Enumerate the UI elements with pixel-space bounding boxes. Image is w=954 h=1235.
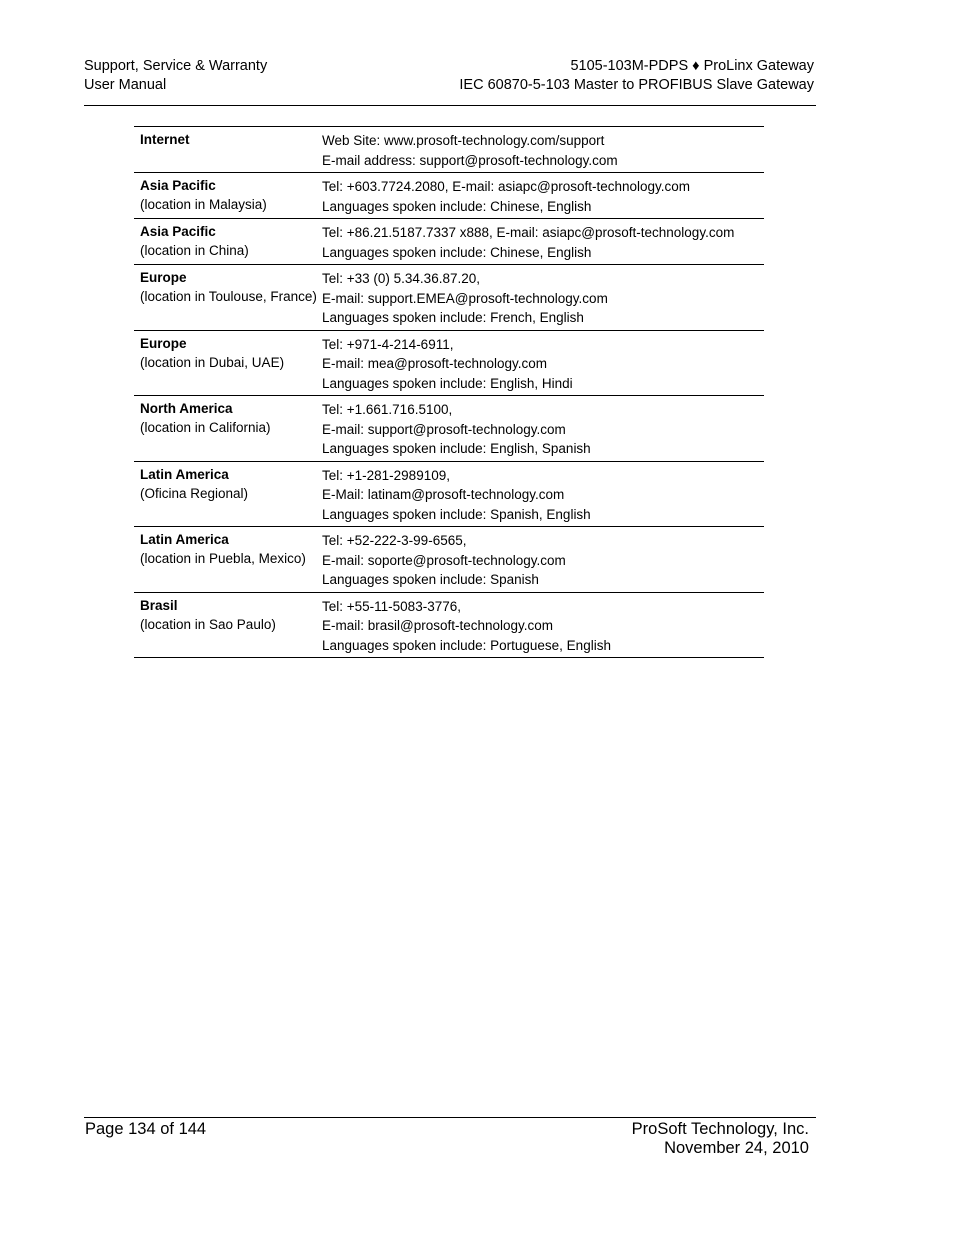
detail-line: Tel: +86.21.5187.7337 x888, E-mail: asiapc@prosoft-technology.com bbox=[322, 225, 735, 240]
detail-line: Languages spoken include: Portuguese, English bbox=[322, 637, 611, 653]
region-name: Europe bbox=[140, 270, 187, 285]
details-cell bbox=[322, 130, 764, 170]
detail-line: Languages spoken include: Chinese, English bbox=[322, 198, 592, 214]
header-left bbox=[84, 57, 267, 95]
detail-line: Languages spoken include: Spanish bbox=[322, 572, 539, 587]
region-cell bbox=[134, 130, 322, 170]
region-cell bbox=[134, 530, 322, 590]
details-cell bbox=[322, 596, 764, 656]
detail-line: Languages spoken include: English, Hindi bbox=[322, 375, 573, 391]
region-location: (Oficina Regional) bbox=[140, 485, 249, 501]
detail-line: Tel: +1-281-2989109, bbox=[322, 467, 450, 483]
table-row bbox=[134, 219, 764, 265]
region-name: Brasil bbox=[140, 597, 178, 613]
region-name: North America bbox=[140, 401, 233, 416]
detail-line: E-mail: soporte@prosoft-technology.com bbox=[322, 552, 566, 568]
table-row bbox=[134, 127, 764, 173]
header-right bbox=[459, 57, 814, 95]
detail-line: Tel: +971-4-214-6911, bbox=[322, 336, 454, 352]
region-name: Latin America bbox=[140, 532, 229, 547]
table-row bbox=[134, 173, 764, 219]
detail-line: Languages spoken include: Chinese, English bbox=[322, 244, 592, 260]
detail-line: Tel: +1.661.716.5100, bbox=[322, 402, 453, 417]
table-row bbox=[134, 265, 764, 331]
region-location: (location in Puebla, Mexico) bbox=[140, 551, 306, 566]
region-location: (location in Toulouse, France) bbox=[140, 289, 317, 304]
footer-right bbox=[632, 1120, 809, 1158]
region-cell bbox=[134, 222, 322, 262]
table-row bbox=[134, 331, 764, 397]
region-location: (location in Dubai, UAE) bbox=[140, 354, 285, 370]
region-location: (location in California) bbox=[140, 420, 271, 435]
region-cell bbox=[134, 176, 322, 216]
details-cell bbox=[322, 176, 764, 216]
detail-line: Languages spoken include: French, English bbox=[322, 310, 584, 325]
header-divider bbox=[84, 105, 816, 106]
detail-line: E-mail: mea@prosoft-technology.com bbox=[322, 356, 548, 371]
region-name: Latin America bbox=[140, 466, 229, 482]
details-cell bbox=[322, 465, 764, 525]
region-name: Asia Pacific bbox=[140, 224, 216, 239]
detail-line: E-mail: brasil@prosoft-technology.com bbox=[322, 618, 554, 633]
region-cell bbox=[134, 334, 322, 394]
region-cell bbox=[134, 465, 322, 525]
details-cell bbox=[322, 334, 764, 394]
details-cell bbox=[322, 399, 764, 459]
region-cell bbox=[134, 268, 322, 328]
publish-date: November 24, 2010 bbox=[664, 1139, 809, 1157]
detail-line: Tel: +33 (0) 5.34.36.87.20, bbox=[322, 271, 480, 286]
detail-line: E-mail: support.EMEA@prosoft-technology.com bbox=[322, 290, 608, 306]
detail-line: Languages spoken include: English, Spanish bbox=[322, 441, 591, 456]
region-location: (location in Sao Paulo) bbox=[140, 616, 276, 632]
contact-table bbox=[134, 126, 764, 658]
details-cell bbox=[322, 530, 764, 590]
table-row bbox=[134, 527, 764, 593]
detail-line: E-mail address: support@prosoft-technology.com bbox=[322, 152, 618, 168]
table-row bbox=[134, 462, 764, 528]
detail-line: Tel: +55-11-5083-3776, bbox=[322, 598, 461, 614]
detail-line: E-mail: support@prosoft-technology.com bbox=[322, 421, 566, 437]
region-name: Europe bbox=[140, 335, 187, 351]
header-product: 5105-103M-PDPS ♦ ProLinx Gateway bbox=[570, 58, 814, 74]
header-product-desc: IEC 60870-5-103 Master to PROFIBUS Slave Gateway bbox=[459, 77, 814, 93]
detail-line: Languages spoken include: Spanish, English bbox=[322, 506, 591, 522]
region-cell bbox=[134, 596, 322, 656]
region-cell bbox=[134, 399, 322, 459]
region-location: (location in Malaysia) bbox=[140, 197, 267, 212]
table-row bbox=[134, 593, 764, 659]
table-row bbox=[134, 396, 764, 462]
page-number: Page 134 of 144 bbox=[85, 1120, 207, 1138]
header-doc-type: User Manual bbox=[84, 77, 167, 93]
region-name: Asia Pacific bbox=[140, 178, 216, 193]
details-cell bbox=[322, 222, 764, 262]
detail-line: Tel: +603.7724.2080, E-mail: asiapc@prosoft-technology.com bbox=[322, 179, 691, 194]
detail-line: Web Site: www.prosoft-technology.com/support bbox=[322, 133, 605, 148]
company-name: ProSoft Technology, Inc. bbox=[631, 1120, 809, 1138]
detail-line: Tel: +52-222-3-99-6565, bbox=[322, 533, 467, 548]
region-name: Internet bbox=[140, 132, 190, 147]
detail-line: E-Mail: latinam@prosoft-technology.com bbox=[322, 487, 565, 502]
region-location: (location in China) bbox=[140, 243, 249, 258]
footer-divider bbox=[84, 1117, 816, 1118]
header-section-title: Support, Service & Warranty bbox=[84, 58, 268, 74]
details-cell bbox=[322, 268, 764, 328]
